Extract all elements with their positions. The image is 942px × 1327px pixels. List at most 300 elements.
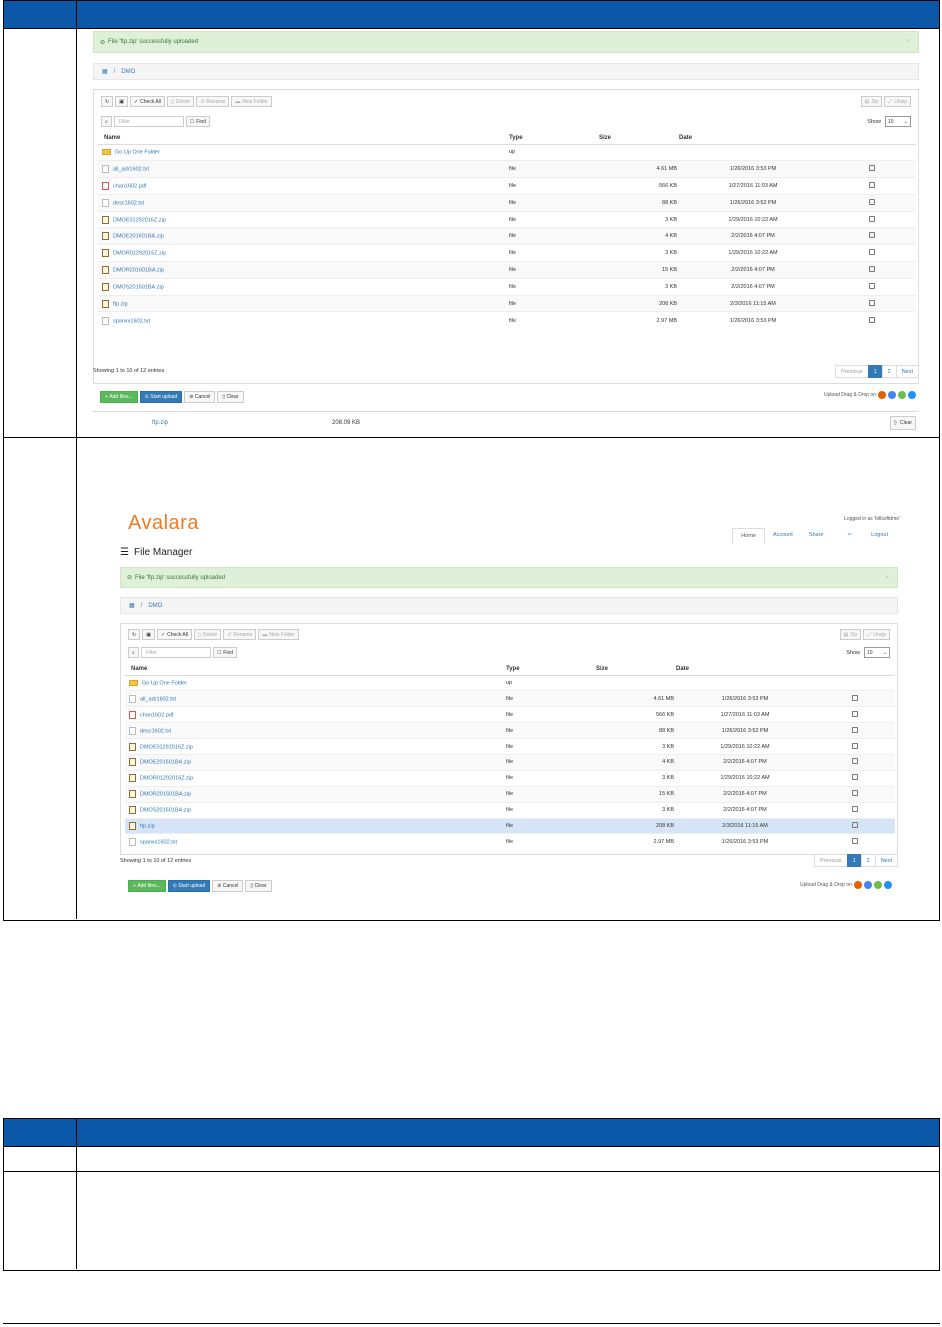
file-name-link[interactable]: DMOR201601BA.zip xyxy=(140,791,192,798)
file-type-cell: file xyxy=(505,723,595,739)
nav-home[interactable]: Home xyxy=(732,528,765,544)
file-name-cell xyxy=(98,312,508,329)
table-row[interactable] xyxy=(125,707,895,723)
breadcrumb-2: ▦ / DMO xyxy=(120,597,898,614)
table-row[interactable] xyxy=(98,144,916,161)
file-name-cell xyxy=(98,144,508,161)
table-row-1 xyxy=(4,1146,939,1171)
clear-button[interactable]: ▯ Clear xyxy=(245,880,271,892)
image-icon: ▣ xyxy=(146,631,151,638)
step-table-top xyxy=(3,0,940,438)
txt-icon xyxy=(102,199,109,207)
file-action-icon[interactable] xyxy=(852,743,858,749)
file-date-cell: 2/2/2016 4:07 PM xyxy=(678,278,828,295)
clear-button[interactable]: ▯ Clear xyxy=(217,391,243,403)
zip-icon xyxy=(129,806,136,814)
file-name-cell xyxy=(125,818,505,834)
pagination-previous[interactable]: Previous xyxy=(835,365,868,378)
file-date-cell: 2/3/2016 11:15 AM xyxy=(678,295,828,312)
file-date-cell: 2/2/2016 4:07 PM xyxy=(675,786,815,802)
txt-icon xyxy=(102,165,109,173)
zip-button[interactable]: ▤ Zip xyxy=(840,629,862,640)
file-name-cell xyxy=(125,739,505,755)
file-date-cell: 1/29/2016 10:22 AM xyxy=(675,770,815,786)
logout-icon: ⇦ xyxy=(847,532,853,538)
table-row[interactable] xyxy=(98,278,916,295)
file-name-link[interactable]: ftp.zip xyxy=(140,823,155,830)
file-name-link[interactable]: DMOS201601BA.zip xyxy=(140,807,191,814)
table-row[interactable] xyxy=(98,161,916,178)
breadcrumb-dmo[interactable]: DMO xyxy=(148,602,163,609)
zip-icon xyxy=(102,216,109,224)
file-type-cell: file xyxy=(505,707,595,723)
upload-buttons xyxy=(100,391,244,403)
file-date-cell: 1/26/2016 3:53 PM xyxy=(678,161,828,178)
file-size-cell xyxy=(598,144,678,161)
page-title: ☰ File Manager xyxy=(120,547,193,558)
file-action-icon[interactable] xyxy=(869,199,875,205)
firefox-icon xyxy=(854,881,862,889)
avalara-logo: Avalara xyxy=(128,512,199,534)
zip-icon xyxy=(129,774,136,782)
file-name-cell xyxy=(125,834,505,850)
file-size-cell: 3 KB xyxy=(595,739,675,755)
file-name-link[interactable]: DMOE201601BA.zip xyxy=(113,233,164,240)
pagination-page-2[interactable]: 2 xyxy=(861,854,876,867)
new-folder-button[interactable]: ▬ New Folder xyxy=(258,629,299,640)
file-action-icon[interactable] xyxy=(869,300,875,306)
file-action-cell xyxy=(815,691,895,707)
file-date-cell: 1/26/2016 3:53 PM xyxy=(675,834,815,850)
nav-logout[interactable]: ⇦ Logout xyxy=(832,528,905,544)
pagination-previous[interactable]: Previous xyxy=(814,854,847,867)
col-actions xyxy=(828,132,916,144)
success-alert-2: ⊘ File 'ftp.zip' successfully uploaded × xyxy=(120,567,898,588)
breadcrumb: ▦ / DMO xyxy=(93,63,919,80)
file-name-link[interactable]: all_adr1602.txt xyxy=(140,696,177,703)
table-row[interactable] xyxy=(98,262,916,279)
file-action-icon[interactable] xyxy=(869,249,875,255)
file-panel xyxy=(93,89,919,384)
list-icon: ☰ xyxy=(120,547,129,558)
screenshot-file-manager-1 xyxy=(90,29,930,439)
show-label: Show xyxy=(846,649,860,656)
search-icon[interactable]: ⌕ xyxy=(101,116,112,127)
file-action-cell xyxy=(828,194,916,211)
table-row[interactable] xyxy=(98,211,916,228)
file-type-cell: file xyxy=(505,802,595,818)
add-files-button[interactable]: + Add files... xyxy=(128,880,166,892)
file-action-cell xyxy=(828,144,916,161)
file-size-cell: 566 KB xyxy=(595,707,675,723)
file-size-cell: 4 KB xyxy=(595,754,675,770)
add-files-button[interactable]: + Add files... xyxy=(100,391,138,403)
file-action-icon[interactable] xyxy=(852,838,858,844)
file-name-link[interactable]: DMOR01292016Z.zip xyxy=(140,775,194,782)
file-action-cell xyxy=(828,211,916,228)
pdf-icon xyxy=(129,711,136,719)
file-type-cell: file xyxy=(508,278,598,295)
file-date-cell: 1/26/2016 3:52 PM xyxy=(675,723,815,739)
file-name-link[interactable]: all_adr1602.txt xyxy=(113,166,150,173)
show-select[interactable]: 10 ⌄ xyxy=(885,116,911,127)
show-select[interactable]: 10 ⌄ xyxy=(864,647,890,658)
refresh-button[interactable] xyxy=(128,629,140,640)
file-table xyxy=(98,132,916,329)
top-nav xyxy=(732,528,904,544)
table-row[interactable] xyxy=(98,194,916,211)
file-date-cell: 1/29/2016 10:22 AM xyxy=(678,245,828,262)
zip-icon xyxy=(129,758,136,766)
file-action-cell xyxy=(815,786,895,802)
new-folder-button[interactable]: ▬ New Folder xyxy=(231,96,272,107)
file-action-cell xyxy=(828,312,916,329)
table-row[interactable] xyxy=(125,754,895,770)
upload-buttons-2 xyxy=(128,880,272,892)
file-name-cell xyxy=(98,228,508,245)
table-row[interactable] xyxy=(125,834,895,850)
nav-account[interactable]: Account xyxy=(772,532,793,538)
pagination xyxy=(836,365,919,378)
file-size-cell: 3 KB xyxy=(595,802,675,818)
image-button[interactable] xyxy=(142,629,155,640)
file-date-cell: 1/26/2016 3:52 PM xyxy=(678,194,828,211)
file-action-cell xyxy=(828,178,916,195)
file-action-icon[interactable] xyxy=(869,266,875,272)
upload-queue-row xyxy=(93,411,919,433)
txt-icon xyxy=(129,727,136,735)
file-action-icon[interactable] xyxy=(852,774,858,780)
col-size[interactable]: Size xyxy=(595,663,675,675)
file-action-cell xyxy=(828,245,916,262)
file-action-icon[interactable] xyxy=(852,822,858,828)
find-checkbox[interactable]: ☐ Find xyxy=(213,647,237,658)
file-name-link[interactable]: Go Up One Folder xyxy=(115,149,160,156)
table-row[interactable] xyxy=(125,770,895,786)
pagination-2 xyxy=(815,854,898,867)
pagination-next[interactable]: Next xyxy=(875,854,898,867)
file-type-cell: file xyxy=(508,194,598,211)
nav-share[interactable]: Share xyxy=(808,532,824,538)
chrome-icon xyxy=(888,391,896,399)
file-type-cell: file xyxy=(505,691,595,707)
toolbar-right xyxy=(861,96,912,107)
table-row[interactable] xyxy=(125,818,895,834)
zip-icon xyxy=(102,283,109,291)
pagination-page-1[interactable]: 1 xyxy=(868,365,883,378)
entries-info-2: Showing 1 to 10 of 12 entries xyxy=(120,858,192,864)
file-action-icon[interactable] xyxy=(869,216,875,222)
file-action-icon[interactable] xyxy=(852,806,858,812)
file-name-link[interactable]: DMOE01292016Z.zip xyxy=(140,743,193,750)
step-table-top-row-2 xyxy=(3,437,940,921)
safari-icon xyxy=(908,391,916,399)
entries-info: Showing 1 to 10 of 12 entries xyxy=(93,368,165,374)
pdf-icon xyxy=(102,182,109,190)
file-name-cell xyxy=(125,675,505,691)
file-size-cell: 15 KB xyxy=(595,786,675,802)
folder-icon: ▬ xyxy=(235,98,241,105)
table-row[interactable] xyxy=(98,312,916,329)
table-row-1 xyxy=(4,28,939,438)
table-row[interactable] xyxy=(98,295,916,312)
file-name-link[interactable]: ftp.zip xyxy=(113,301,128,308)
rename-icon: ↺ xyxy=(227,631,232,638)
footer-rule xyxy=(3,1323,940,1324)
file-action-cell xyxy=(815,818,895,834)
filter-group xyxy=(128,647,237,658)
file-size-cell: 15 KB xyxy=(598,262,678,279)
file-name-cell xyxy=(125,723,505,739)
zip-icon xyxy=(102,266,109,274)
chevron-down-icon: ⌄ xyxy=(882,649,887,656)
drag-drop-info-2: Upload Drag & Drop on xyxy=(800,881,892,889)
file-action-icon[interactable] xyxy=(869,283,875,289)
file-size-cell: 3 KB xyxy=(598,245,678,262)
file-date-cell: 1/26/2016 3:53 PM xyxy=(675,691,815,707)
file-action-icon[interactable] xyxy=(869,182,875,188)
file-name-cell xyxy=(98,278,508,295)
file-size-cell: 88 KB xyxy=(598,194,678,211)
col-name[interactable]: Name xyxy=(98,132,508,144)
breadcrumb-dmo[interactable]: DMO xyxy=(121,68,136,75)
file-name-cell xyxy=(125,786,505,802)
zip-icon xyxy=(129,790,136,798)
safari-icon xyxy=(884,881,892,889)
rename-icon: ↺ xyxy=(200,98,205,105)
file-action-icon[interactable] xyxy=(852,695,858,701)
filter-input[interactable]: Filter xyxy=(114,116,184,127)
col-name[interactable]: Name xyxy=(125,663,505,675)
file-action-icon[interactable] xyxy=(852,727,858,733)
zip-icon xyxy=(102,232,109,240)
file-action-icon[interactable] xyxy=(852,711,858,717)
server-icon: ▦ xyxy=(129,603,135,609)
file-name-link[interactable]: DMOR01292016Z.zip xyxy=(113,250,167,257)
file-name-link[interactable]: Go Up One Folder xyxy=(142,680,187,687)
col-size[interactable]: Size xyxy=(598,132,678,144)
rename-button[interactable]: ↺ Rename xyxy=(196,96,229,107)
show-label: Show xyxy=(867,118,881,125)
image-icon: ▣ xyxy=(119,98,124,105)
file-type-cell: file xyxy=(505,818,595,834)
file-date-cell: 1/27/2016 11:03 AM xyxy=(675,707,815,723)
check-all-button[interactable]: ✓ Check All xyxy=(157,629,192,640)
table-header-bar xyxy=(4,1,939,28)
file-size-cell: 4.61 MB xyxy=(598,161,678,178)
file-name-cell xyxy=(98,161,508,178)
file-type-cell: file xyxy=(508,312,598,329)
table-header-bar xyxy=(4,1119,939,1146)
table-row[interactable] xyxy=(125,786,895,802)
file-date-cell: 1/27/2016 11:03 AM xyxy=(678,178,828,195)
server-icon: ▦ xyxy=(102,69,108,75)
chrome-icon xyxy=(864,881,872,889)
zip-button[interactable]: ▤ Zip xyxy=(861,96,883,107)
delete-button[interactable]: ▯ Delete xyxy=(194,629,221,640)
table-row[interactable] xyxy=(125,675,895,691)
col-date[interactable]: Date xyxy=(675,663,815,675)
table-row-2 xyxy=(4,1171,939,1269)
refresh-button[interactable] xyxy=(101,96,113,107)
table-row-2 xyxy=(4,437,939,919)
cancel-button[interactable]: ⊘ Cancel xyxy=(184,391,215,403)
file-action-icon[interactable] xyxy=(869,165,875,171)
check-icon: ✓ xyxy=(160,631,166,638)
file-date-cell: 1/29/2016 10:22 AM xyxy=(678,211,828,228)
txt-icon xyxy=(129,695,136,703)
zip-icon xyxy=(129,743,136,751)
check-all-button[interactable]: ✓ Check All xyxy=(130,96,165,107)
logged-in-text: Logged in as 'billsoftdmo' xyxy=(844,516,900,522)
pagination-page-1[interactable]: 1 xyxy=(847,854,862,867)
file-name-cell xyxy=(98,211,508,228)
file-action-cell xyxy=(815,770,895,786)
table-row[interactable] xyxy=(125,691,895,707)
file-panel-2 xyxy=(120,623,898,855)
file-type-cell: file xyxy=(508,178,598,195)
table-row[interactable] xyxy=(98,228,916,245)
show-entries xyxy=(846,647,890,658)
file-action-icon[interactable] xyxy=(869,232,875,238)
file-type-cell: file xyxy=(508,245,598,262)
checkbox-icon: ☐ xyxy=(189,118,195,125)
file-name-cell xyxy=(125,691,505,707)
pagination-next[interactable]: Next xyxy=(896,365,919,378)
file-action-cell xyxy=(815,723,895,739)
file-action-icon[interactable] xyxy=(869,317,875,323)
image-button[interactable] xyxy=(115,96,128,107)
unzip-button[interactable]: ⤢ Unzip xyxy=(863,629,890,640)
queue-clear-button[interactable]: ▯ Clear xyxy=(890,416,916,430)
trash-icon: ▯ xyxy=(170,98,174,105)
folder-up-icon xyxy=(129,680,138,686)
file-name-link[interactable]: spanxx1602.txt xyxy=(113,318,150,325)
check-icon: ✓ xyxy=(133,98,139,105)
success-alert xyxy=(93,31,919,53)
table-row[interactable] xyxy=(125,723,895,739)
file-name-cell xyxy=(98,194,508,211)
file-table-2 xyxy=(125,663,895,850)
folder-up-icon xyxy=(102,149,111,155)
file-size-cell: 4.61 MB xyxy=(595,691,675,707)
file-name-link[interactable]: desc1602.txt xyxy=(113,200,145,207)
alert-text: File 'ftp.zip' successfully uploaded xyxy=(108,39,199,45)
file-date-cell xyxy=(675,675,815,691)
firefox-icon xyxy=(878,391,886,399)
search-icon[interactable]: ⌕ xyxy=(128,647,139,658)
table-row[interactable] xyxy=(125,802,895,818)
txt-icon xyxy=(102,317,109,325)
screenshot-file-manager-2 xyxy=(114,510,904,900)
file-size-cell: 3 KB xyxy=(595,770,675,786)
col-actions xyxy=(815,663,895,675)
filter-group xyxy=(101,116,210,127)
file-action-cell xyxy=(815,834,895,850)
filter-input[interactable]: Filter xyxy=(141,647,211,658)
trash-icon: ▯ xyxy=(197,631,201,638)
chevron-down-icon: ⌄ xyxy=(903,118,908,125)
ie-icon xyxy=(898,391,906,399)
file-type-cell: file xyxy=(508,262,598,279)
pagination-page-2[interactable]: 2 xyxy=(882,365,897,378)
file-size-cell: 208 KB xyxy=(598,295,678,312)
file-size-cell: 566 KB xyxy=(598,178,678,195)
expand-icon: ⤢ xyxy=(867,631,872,638)
file-name-cell xyxy=(125,707,505,723)
file-size-cell: 2.97 MB xyxy=(598,312,678,329)
file-name-link[interactable]: DMOS201601BA.zip xyxy=(113,284,164,291)
file-name-link[interactable]: desc1602.txt xyxy=(140,728,172,735)
queue-file-size: 208.09 KB xyxy=(332,419,361,426)
cancel-button[interactable]: ⊘ Cancel xyxy=(212,880,243,892)
file-type-cell: file xyxy=(508,211,598,228)
delete-button[interactable]: ▯ Delete xyxy=(167,96,194,107)
refresh-icon: ↻ xyxy=(105,98,110,105)
table-row[interactable] xyxy=(98,178,916,195)
file-action-cell xyxy=(828,262,916,279)
file-action-icon[interactable] xyxy=(852,790,858,796)
file-date-cell: 2/2/2016 4:07 PM xyxy=(675,754,815,770)
expand-icon: ⤢ xyxy=(888,98,893,105)
file-type-cell: file xyxy=(505,739,595,755)
file-size-cell: 3 KB xyxy=(598,278,678,295)
txt-icon xyxy=(129,838,136,846)
check-circle-icon: ⊘ xyxy=(100,39,106,46)
file-size-cell: 88 KB xyxy=(595,723,675,739)
rename-button[interactable]: ↺ Rename xyxy=(223,629,256,640)
show-entries xyxy=(867,116,911,127)
start-upload-button[interactable]: ⊙ Start upload xyxy=(168,880,211,892)
step-table-bottom xyxy=(3,1118,940,1271)
col-type[interactable]: Type xyxy=(505,663,595,675)
file-name-cell xyxy=(98,178,508,195)
file-name-link[interactable]: DMOE01292016Z.zip xyxy=(113,217,166,224)
col-date[interactable]: Date xyxy=(678,132,828,144)
file-date-cell: 2/2/2016 4:07 PM xyxy=(678,262,828,279)
file-action-icon[interactable] xyxy=(852,758,858,764)
file-date-cell: 2/2/2016 4:07 PM xyxy=(675,802,815,818)
file-type-cell: up xyxy=(505,675,595,691)
file-name-link[interactable]: DMOE201601BA.zip xyxy=(140,759,191,766)
file-name-link[interactable]: chan1602.pdf xyxy=(140,712,174,719)
table-header-row xyxy=(98,132,916,144)
toolbar-left xyxy=(101,96,272,107)
file-action-cell xyxy=(815,739,895,755)
drag-drop-info: Upload Drag & Drop on xyxy=(824,391,916,399)
file-name-cell xyxy=(98,245,508,262)
file-name-link[interactable]: spanxx1602.txt xyxy=(140,839,177,846)
file-type-cell: file xyxy=(505,754,595,770)
file-name-link[interactable]: DMOR201601BA.zip xyxy=(113,267,165,274)
table-row[interactable] xyxy=(98,245,916,262)
ie-icon xyxy=(874,881,882,889)
file-size-cell: 3 KB xyxy=(598,211,678,228)
close-icon[interactable]: × xyxy=(885,574,889,581)
file-name-link[interactable]: chan1602.pdf xyxy=(113,183,147,190)
close-icon[interactable]: × xyxy=(906,39,910,45)
table-row[interactable] xyxy=(125,739,895,755)
col-type[interactable]: Type xyxy=(508,132,598,144)
unzip-button[interactable]: ⤢ Unzip xyxy=(884,96,911,107)
find-checkbox[interactable]: ☐ Find xyxy=(186,116,210,127)
zip-icon xyxy=(102,300,109,308)
file-action-cell xyxy=(828,278,916,295)
file-action-cell xyxy=(828,228,916,245)
file-date-cell xyxy=(678,144,828,161)
queue-file-name[interactable]: ftp.zip xyxy=(152,419,169,426)
start-upload-button[interactable]: ⊙ Start upload xyxy=(140,391,183,403)
